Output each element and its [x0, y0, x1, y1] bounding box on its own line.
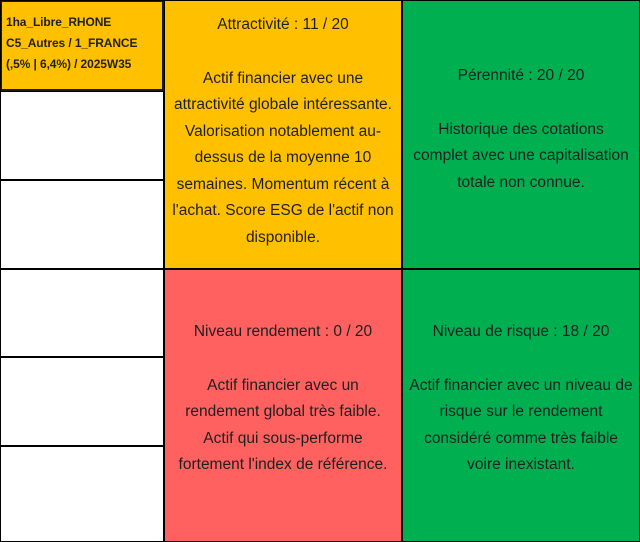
risque-panel: [402, 269, 640, 542]
risque-title: Niveau de risque : 18 / 20: [432, 323, 610, 340]
attractivite-desc-line: disponible.: [245, 228, 321, 246]
risque-desc-line: risque sur le rendement: [439, 403, 603, 420]
attractivite-desc-line: Valorisation notablement au-: [184, 122, 382, 140]
attractivite-title: Attractivité : 11 / 20: [217, 16, 349, 33]
attractivite-desc-line: l'achat. Score ESG de l'actif non: [172, 202, 394, 219]
rendement-description: [179, 373, 388, 479]
asset-label-line-2: C5_Autres / 1_FRANCE: [6, 36, 138, 50]
risque-desc-line: considéré comme très faible: [424, 429, 618, 447]
perennite-desc-line: complet avec une capitalisation: [413, 147, 629, 164]
perennite-title: Pérennité : 20 / 20: [457, 67, 585, 84]
rendement-panel: [164, 269, 402, 542]
asset-label-line-3: (,5% | 6,4%) / 2025W35: [6, 57, 132, 71]
perennite-panel: [402, 0, 640, 269]
asset-label-line-1: 1ha_Libre_RHONE: [6, 15, 112, 29]
rendement-title: Niveau rendement : 0 / 20: [193, 323, 373, 340]
attractivite-description: [172, 66, 393, 252]
risque-desc-line: Actif financier avec un niveau de: [409, 376, 633, 394]
risque-description: [409, 373, 632, 479]
attractivite-desc-line: dessus de la moyenne 10: [194, 149, 372, 166]
asset-label-cell: [0, 0, 164, 91]
perennite-desc-line: Historique des cotations: [438, 120, 604, 138]
rendement-desc-line: fortement l'index de référence.: [178, 456, 388, 473]
attractivite-desc-line: attractivité globale intéressante.: [174, 96, 392, 113]
empty-cell-3: [0, 269, 164, 357]
risque-desc-line: voire inexistant.: [467, 456, 575, 473]
rendement-desc-line: rendement global très faible.: [185, 403, 381, 420]
attractivite-desc-line: Actif financier avec une: [202, 69, 364, 87]
perennite-desc-line: totale non connue.: [457, 173, 585, 191]
empty-cell-5: [0, 446, 164, 542]
empty-cell-4: [0, 357, 164, 446]
rendement-desc-line: Actif qui sous-performe: [203, 429, 363, 447]
empty-cell-1: [0, 91, 164, 180]
attractivite-panel: [164, 0, 402, 269]
perennite-description: [413, 117, 628, 197]
empty-cell-2: [0, 180, 164, 269]
rendement-desc-line: Actif financier avec un: [207, 376, 359, 394]
attractivite-desc-line: semaines. Momentum récent à: [176, 175, 390, 193]
